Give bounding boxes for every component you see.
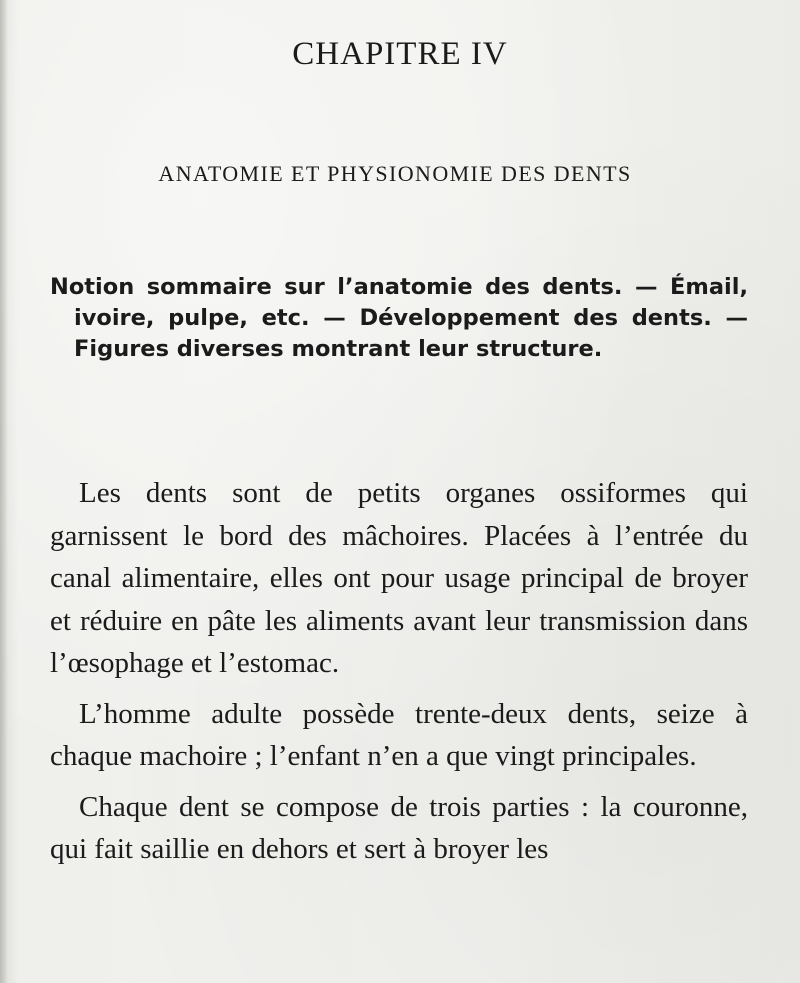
section-title: ANATOMIE ET PHYSIONOMIE DES DENTS — [158, 161, 632, 186]
paragraph: Chaque dent se compose de trois parties : la couronne, qui fait saillie en dehors et sert à broyer les — [50, 790, 748, 865]
chapter-title: CHAPITRE IV — [292, 36, 508, 72]
chapter-summary: Notion sommaire sur l’anatomie des dents. — Émail, ivoire, pulpe, etc. — Développement des dents. — Figures diverses montrant leur structure. — [50, 274, 748, 362]
paragraph: L’homme adulte possède trente-deux dents, seize à chaque machoire ; l’enfant n’en a que vingt principales. — [50, 697, 748, 772]
paragraph: Les dents sont de petits organes ossiformes qui garnissent le bord des mâchoires. Placées à l’entrée du canal alimentaire, elles ont pour usage principal de broyer et réduire en pâte les aliments avant leur transmission dans l’œsophage et l’estomac. — [50, 477, 748, 679]
body-text — [50, 472, 748, 879]
